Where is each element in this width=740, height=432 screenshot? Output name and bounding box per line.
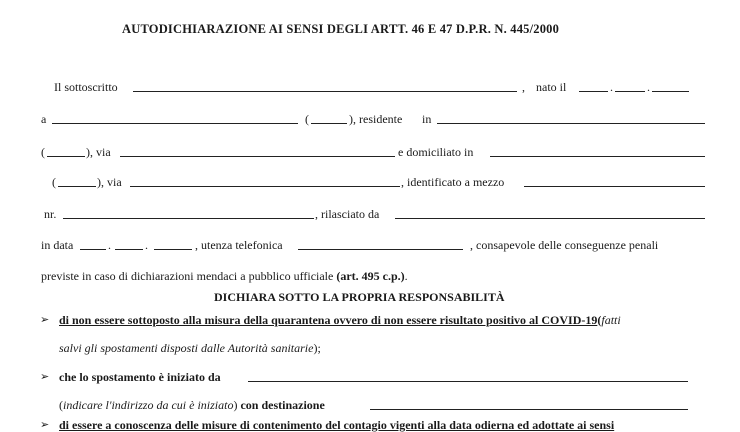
comma: , — [522, 80, 525, 94]
field-phone[interactable] — [298, 249, 463, 250]
field-birth-day[interactable] — [579, 91, 608, 92]
document-title: AUTODICHIARAZIONE AI SENSI DEGLI ARTT. 46 E 47 D.P.R. N. 445/2000 — [122, 22, 560, 36]
label-residente: ), residente — [349, 112, 403, 126]
arrow-bullet-icon: ➢ — [40, 314, 50, 326]
label-utenza: , utenza telefonica — [195, 238, 283, 252]
field-issue-year[interactable] — [154, 249, 192, 250]
label-in: in — [422, 112, 432, 126]
dot: . — [145, 238, 148, 252]
dot: . — [647, 80, 650, 94]
field-birth-month[interactable] — [615, 91, 645, 92]
label-sottoscritto: Il sottoscritto — [54, 80, 118, 94]
field-domicile[interactable] — [490, 156, 705, 157]
dot: . — [108, 238, 111, 252]
label-hint-address: (indicare l'indirizzo da cui è iniziato) con destinazione — [59, 398, 325, 412]
label-consapevole: , consapevole delle conseguenze penali — [470, 238, 659, 252]
field-start-address[interactable] — [248, 381, 688, 382]
field-id-document[interactable] — [524, 186, 705, 187]
label-a: a — [41, 112, 47, 126]
arrow-bullet-icon: ➢ — [40, 419, 50, 431]
arrow-bullet-icon: ➢ — [40, 371, 50, 383]
field-birth-year[interactable] — [652, 91, 689, 92]
field-domicile-street[interactable] — [130, 186, 400, 187]
label-spostamento: che lo spostamento è iniziato da — [59, 370, 221, 384]
field-residence-province[interactable] — [47, 156, 85, 157]
label-rilasciato: , rilasciato da — [315, 207, 380, 221]
dot: . — [610, 80, 613, 94]
field-issue-month[interactable] — [115, 249, 143, 250]
label-via: ), via — [86, 145, 111, 159]
label-domiciliato: e domiciliato in — [398, 145, 474, 159]
field-issue-day[interactable] — [80, 249, 106, 250]
label-identificato: , identificato a mezzo — [401, 175, 505, 189]
paren-open: ( — [41, 145, 45, 159]
label-art495: (art. 495 c.p.) — [336, 269, 405, 283]
label-via: ), via — [97, 175, 122, 189]
field-name[interactable] — [133, 91, 517, 92]
label-in-data: in data — [41, 238, 74, 252]
field-id-number[interactable] — [63, 218, 314, 219]
section-heading: DICHIARA SOTTO LA PROPRIA RESPONSABILITÀ — [214, 290, 505, 304]
bullet-awareness: di essere a conoscenza delle misure di contenimento del contagio vigenti alla data odierna ed adottate ai sensi — [59, 418, 615, 432]
bullet-no-quarantine: di non essere sottoposto alla misura della quarantena ovvero di non essere risultato positivo al COVID-19(fatti — [59, 313, 621, 327]
paren-open: ( — [305, 112, 309, 126]
field-domicile-province[interactable] — [58, 186, 96, 187]
label-nr: nr. — [44, 207, 57, 221]
field-issued-by[interactable] — [395, 218, 705, 219]
field-residence-street[interactable] — [120, 156, 395, 157]
label-nato-il: nato il — [536, 80, 567, 94]
bullet-no-quarantine-cont: salvi gli spostamenti disposti dalle Autorità sanitarie); — [59, 341, 321, 355]
field-destination[interactable] — [370, 409, 688, 410]
field-residence[interactable] — [437, 123, 705, 124]
label-previste: previste in caso di dichiarazioni mendaci a pubblico ufficiale (art. 495 c.p.). — [41, 269, 408, 283]
paren-open: ( — [52, 175, 56, 189]
field-birth-place[interactable] — [52, 123, 298, 124]
field-birth-province[interactable] — [311, 123, 347, 124]
